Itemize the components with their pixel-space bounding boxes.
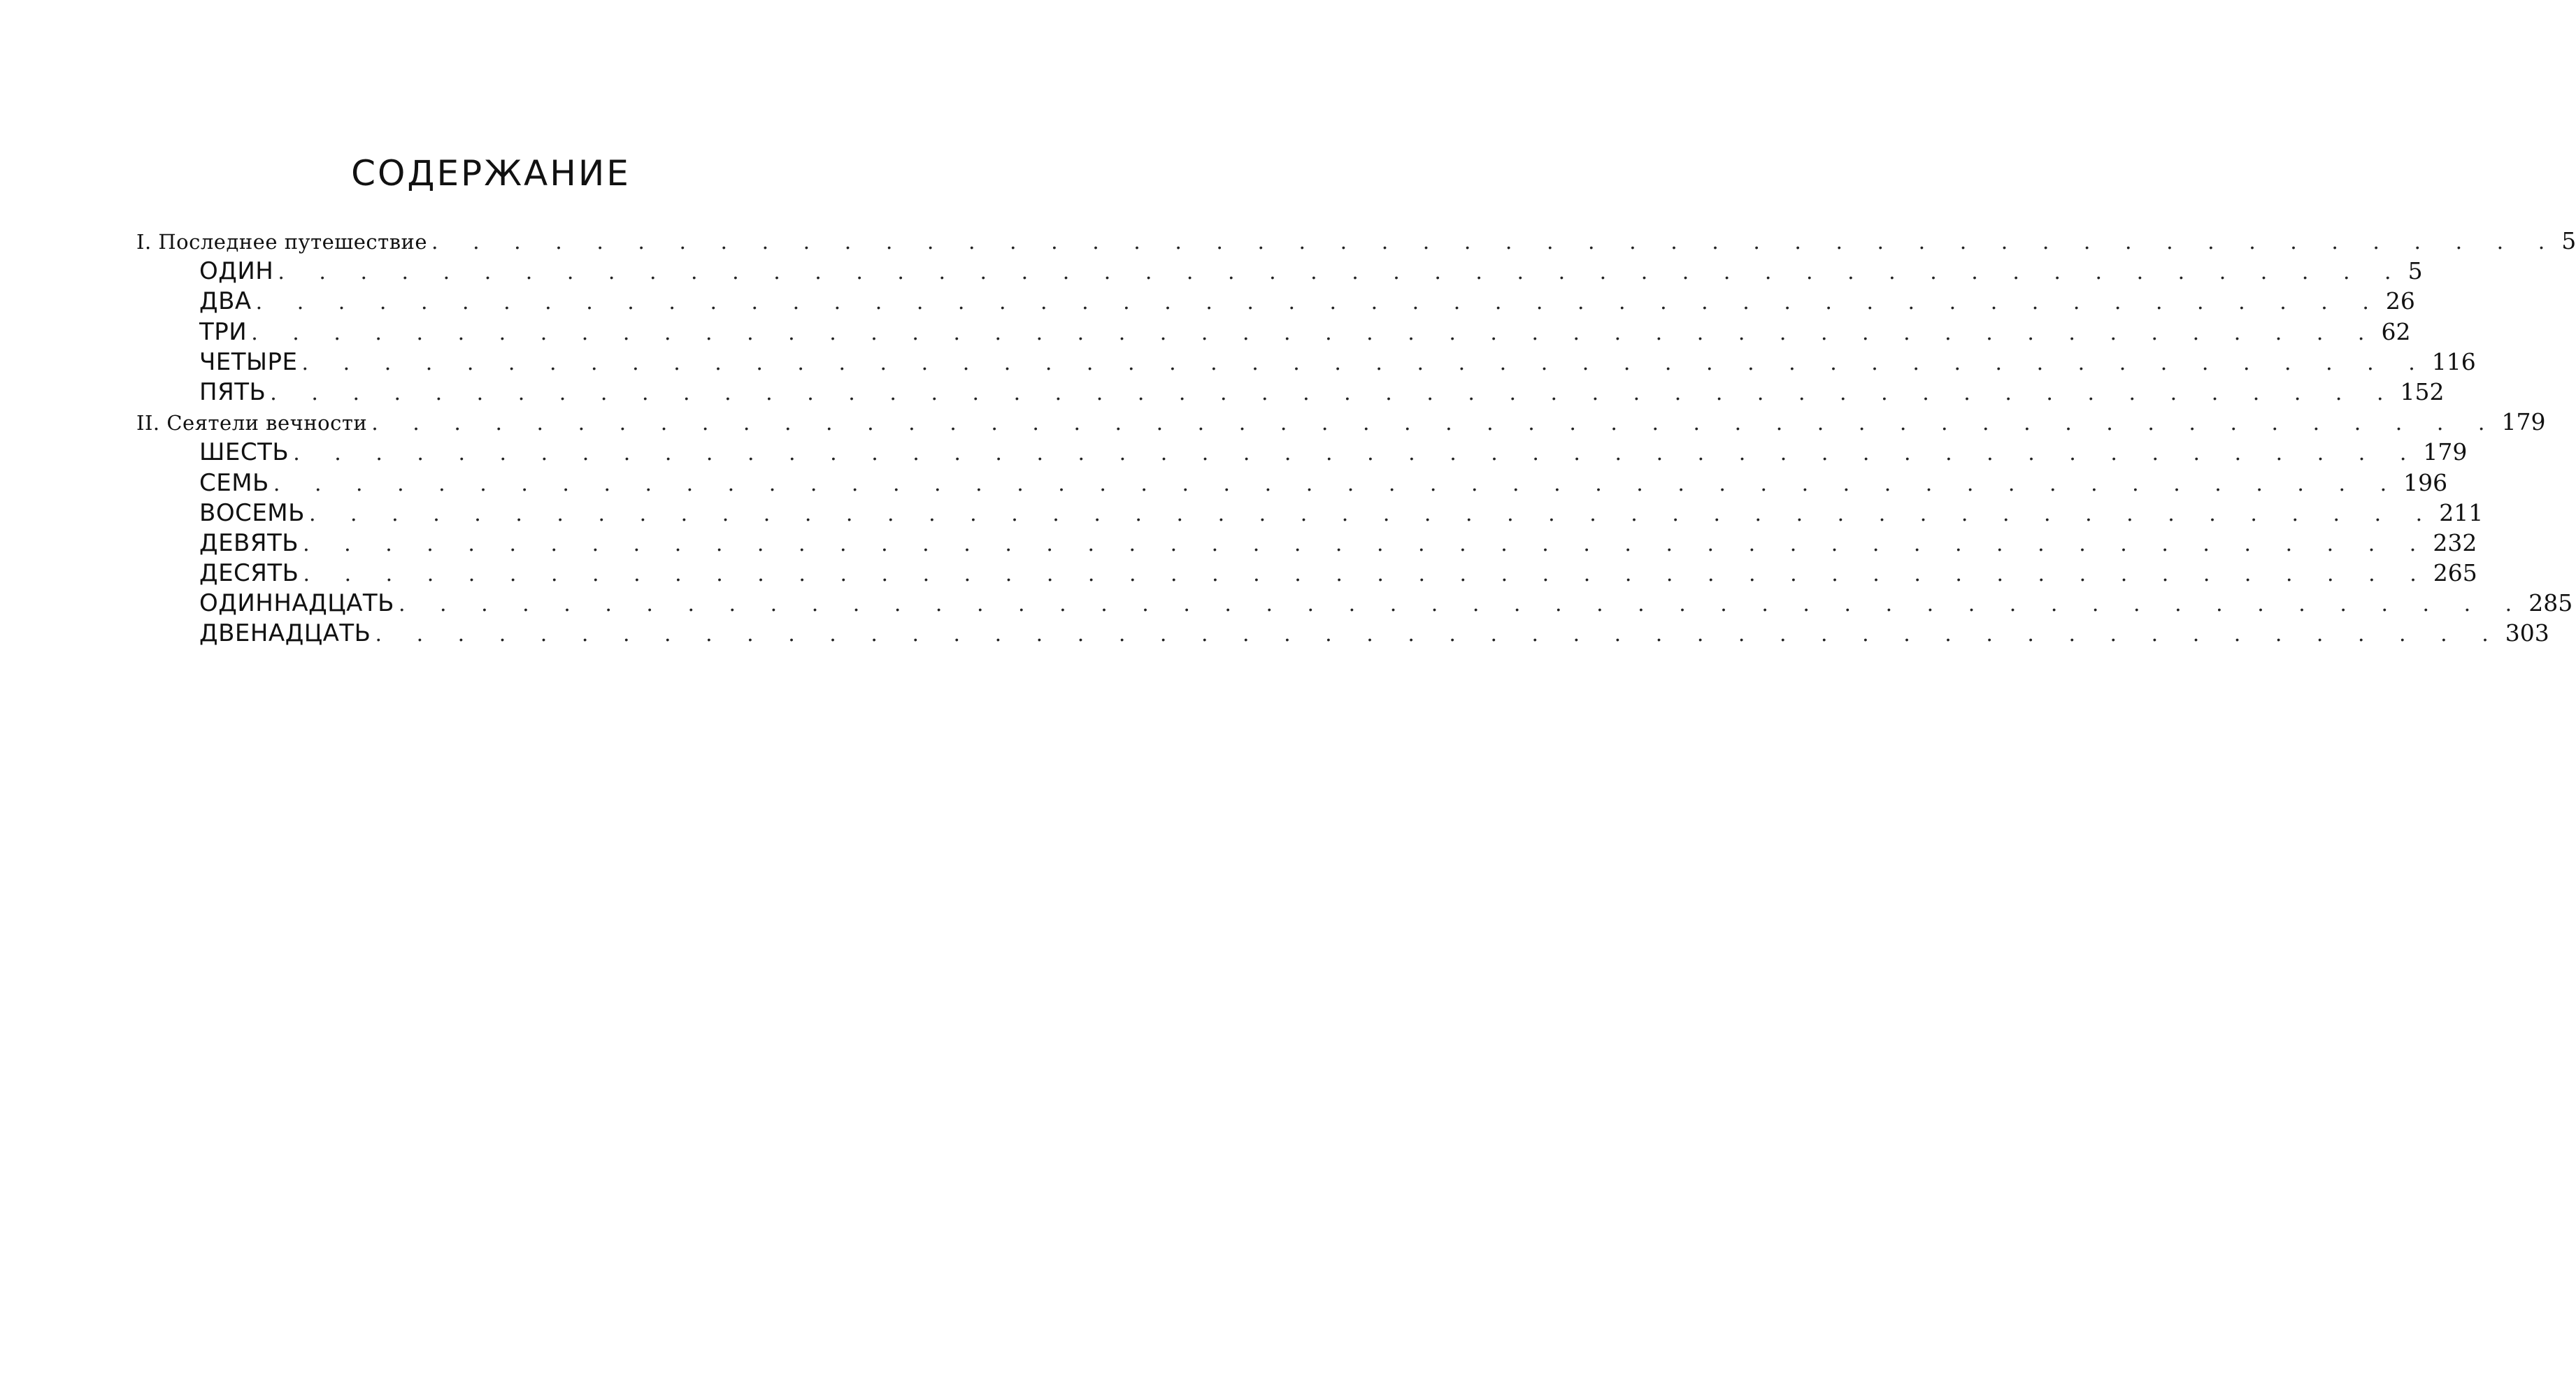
- dot-leader: . . . . . . . . . . . . . . . . . . . . . . . . . . . . . . . . . . . . . . . . . . . . . . . . . . . .: [303, 562, 2431, 587]
- toc-entry-label: ДЕВЯТЬ: [199, 528, 299, 557]
- toc-chapter-entry: [136, 377, 2445, 407]
- toc-entry-label: ДВЕНАДЦАТЬ: [199, 619, 371, 648]
- toc-page-number: 179: [2423, 438, 2468, 466]
- dot-leader: . . . . . . . . . . . . . . . . . . . . . . . . . . . . . . . . . . . . . . . . . . . . . . . . . . . .: [255, 290, 2383, 315]
- toc-chapter-entry: [136, 618, 2549, 648]
- toc-page-number: 285: [2528, 589, 2573, 617]
- toc-entry-label: ДЕСЯТЬ: [199, 559, 299, 588]
- dot-leader: . . . . . . . . . . . . . . . . . . . . . . . . . . . . . . . . . . . . . . . . . . . . . . . . . . . .: [375, 622, 2503, 647]
- toc-entry-label: СЕМЬ: [199, 468, 269, 497]
- toc-page-number: 5: [2407, 257, 2423, 285]
- toc-page-number: 232: [2433, 528, 2477, 556]
- toc-chapter-entry: [136, 468, 2448, 498]
- toc-chapter-entry: [136, 286, 2415, 316]
- dot-leader: . . . . . . . . . . . . . . . . . . . . . . . . . . . . . . . . . . . . . . . . . . . . . . . . . . . .: [270, 380, 2398, 405]
- toc-entry-label: ШЕСТЬ: [199, 438, 289, 467]
- dot-leader: . . . . . . . . . . . . . . . . . . . . . . . . . . . . . . . . . . . . . . . . . . . . . . . . . . . .: [371, 411, 2499, 436]
- toc-entry-label: ОДИННАДЦАТЬ: [199, 589, 394, 618]
- toc-entry-label: ВОСЕМЬ: [199, 498, 305, 527]
- toc-entry-label: I. Последнее путешествие: [136, 230, 428, 254]
- toc-entry-label: ПЯТЬ: [199, 377, 266, 406]
- toc-page-number: 265: [2433, 559, 2477, 587]
- table-of-contents: [136, 226, 2576, 649]
- dot-leader: . . . . . . . . . . . . . . . . . . . . . . . . . . . . . . . . . . . . . . . . . . . . . . . . . . . .: [303, 531, 2431, 556]
- toc-page-number: 116: [2431, 347, 2476, 375]
- toc-chapter-entry: [136, 347, 2476, 377]
- toc-chapter-entry: [136, 437, 2468, 467]
- toc-page-number: 211: [2439, 498, 2484, 526]
- toc-chapter-entry: [136, 256, 2423, 286]
- toc-part-entry: [136, 226, 2576, 256]
- dot-leader: . . . . . . . . . . . . . . . . . . . . . . . . . . . . . . . . . . . . . . . . . . . . . . . . . . . .: [273, 471, 2401, 496]
- dot-leader: . . . . . . . . . . . . . . . . . . . . . . . . . . . . . . . . . . . . . . . . . . . . . . . . . . . .: [278, 260, 2405, 285]
- page-title: СОДЕРЖАНИЕ: [351, 153, 631, 194]
- dot-leader: . . . . . . . . . . . . . . . . . . . . . . . . . . . . . . . . . . . . . . . . . . . . . . . . . . . .: [301, 350, 2429, 375]
- toc-entry-label: ЧЕТЫРЕ: [199, 347, 298, 376]
- toc-page-number: 303: [2505, 619, 2549, 647]
- toc-chapter-entry: [136, 498, 2484, 528]
- toc-chapter-entry: [136, 588, 2573, 618]
- dot-leader: . . . . . . . . . . . . . . . . . . . . . . . . . . . . . . . . . . . . . . . . . . . . . . . . . . . .: [293, 441, 2421, 466]
- toc-chapter-entry: [136, 558, 2477, 588]
- toc-page-number: 5: [2561, 227, 2576, 254]
- toc-chapter-entry: [136, 317, 2411, 347]
- dot-leader: . . . . . . . . . . . . . . . . . . . . . . . . . . . . . . . . . . . . . . . . . . . . . . . . . . . .: [431, 230, 2559, 254]
- toc-page-number: 196: [2403, 468, 2448, 496]
- toc-entry-label: ТРИ: [199, 317, 248, 346]
- toc-page-number: 152: [2400, 377, 2445, 405]
- toc-page-number: 26: [2385, 287, 2415, 315]
- dot-leader: . . . . . . . . . . . . . . . . . . . . . . . . . . . . . . . . . . . . . . . . . . . . . . . . . . . .: [251, 320, 2379, 345]
- toc-entry-label: ОДИН: [199, 257, 274, 286]
- toc-page-number: 62: [2381, 317, 2411, 345]
- toc-chapter-entry: [136, 528, 2477, 558]
- toc-page-number: 179: [2501, 408, 2546, 436]
- dot-leader: . . . . . . . . . . . . . . . . . . . . . . . . . . . . . . . . . . . . . . . . . . . . . . . . . . . .: [308, 501, 2437, 526]
- dot-leader: . . . . . . . . . . . . . . . . . . . . . . . . . . . . . . . . . . . . . . . . . . . . . . . . . . . .: [398, 592, 2526, 617]
- toc-entry-label: ДВА: [199, 287, 252, 316]
- toc-part-entry: [136, 407, 2546, 437]
- toc-entry-label: II. Сеятели вечности: [136, 411, 368, 435]
